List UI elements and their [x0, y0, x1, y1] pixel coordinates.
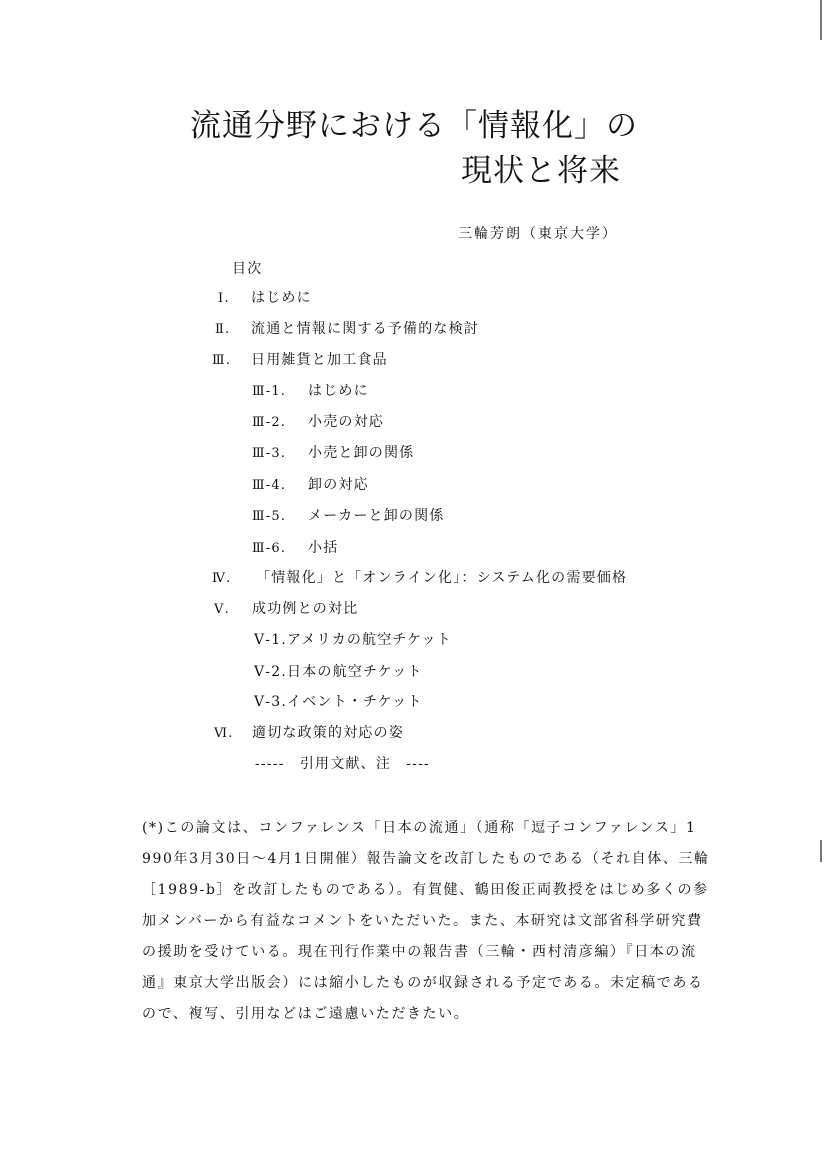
- toc-item-number: Ⅳ.: [212, 571, 232, 586]
- toc-item-text: 「情報化」と「オンライン化」：システム化の需要価格: [256, 570, 628, 586]
- toc-item: [252, 442, 414, 462]
- toc-item-number: Ⅴ.: [214, 602, 230, 617]
- footnote-line: (*)この論文は、コンファレンス「日本の流通」（通称「逗子コンファレンス」1: [142, 820, 697, 836]
- author-affiliation: 三輪芳朗（東京大学）: [458, 226, 618, 242]
- footnote-line: ので、複写、引用などはご遠慮いただきたい。: [142, 1006, 470, 1022]
- toc-item-text: Ⅴ-1.アメリカの航空チケット: [254, 632, 452, 648]
- toc-item-number: Ⅲ.: [212, 353, 232, 368]
- page-title-line-1: 流通分野における「情報化」の: [190, 108, 638, 144]
- toc-item-text: メーカーと卸の関係: [308, 508, 445, 524]
- footnote-line: ［1989-b］を改訂したものである）。有賀健、鶴田俊正両教授をはじめ多くの参: [142, 882, 709, 898]
- toc-item-number: Ⅱ.: [215, 322, 231, 337]
- toc-item-text: 日用雑貨と加工食品: [251, 352, 388, 368]
- toc-item: [212, 567, 627, 587]
- toc-item: [214, 598, 358, 618]
- toc-item-text: Ⅴ-3.イベント・チケット: [254, 694, 423, 710]
- toc-item-text: 小売と卸の関係: [308, 445, 415, 461]
- footnote-line: 990年3月30日～4月1日開催）報告論文を改訂したものである（それ自体、三輪: [142, 851, 710, 867]
- footnote-line: の援助を受けている。現在刊行作業中の報告書（三輪・西村清彦編）『日本の流: [142, 944, 697, 960]
- toc-item: [252, 411, 384, 431]
- footnote-line: 通』東京大学出版会）には縮小したものが収録される予定である。未定稿である: [142, 975, 704, 991]
- toc-item-text: 成功例との対比: [252, 601, 359, 617]
- toc-item-number: Ⅲ-2.: [252, 415, 287, 430]
- toc-item: [212, 349, 388, 369]
- toc-item-text: はじめに: [308, 383, 369, 399]
- toc-item: [254, 629, 452, 649]
- scan-edge-mark: [820, 0, 822, 40]
- toc-item-text: 小売の対応: [308, 414, 384, 430]
- toc-item: [252, 474, 369, 494]
- toc-item: [254, 661, 423, 681]
- toc-item-text: Ⅴ-2.日本の航空チケット: [254, 664, 423, 680]
- toc-item: [254, 691, 423, 711]
- toc-item-number: Ⅲ-1.: [252, 384, 287, 399]
- toc-item-number: Ⅲ-3.: [252, 446, 287, 461]
- toc-item: [252, 505, 445, 525]
- toc-item-number: Ⅲ-6.: [252, 541, 287, 556]
- toc-heading: 目次: [232, 261, 263, 277]
- toc-item: [218, 287, 312, 307]
- page-title-line-2: 現状と将来: [461, 153, 621, 189]
- toc-item: [252, 537, 338, 557]
- toc-item: [214, 722, 404, 742]
- toc-item-text: 卸の対応: [308, 477, 369, 493]
- scan-edge-mark: [820, 840, 822, 862]
- toc-item-text: 流通と情報に関する予備的な検討: [251, 321, 479, 337]
- toc-item-number: Ⅲ-5.: [252, 509, 287, 524]
- toc-item-text: 適切な政策的対応の姿: [252, 725, 404, 741]
- toc-item-number: Ⅵ.: [214, 726, 234, 741]
- toc-item-number: Ⅰ.: [218, 291, 230, 306]
- toc-item: [215, 318, 479, 338]
- footnote-line: 加メンバーから有益なコメントをいただいた。また、本研究は文部省科学研究費: [142, 913, 703, 929]
- toc-item: [252, 380, 369, 400]
- toc-item-number: Ⅲ-4.: [252, 478, 287, 493]
- toc-item-text: はじめに: [251, 290, 312, 306]
- toc-references: ----- 引用文献、注 ----: [255, 756, 430, 772]
- toc-item-text: 小括: [308, 540, 339, 556]
